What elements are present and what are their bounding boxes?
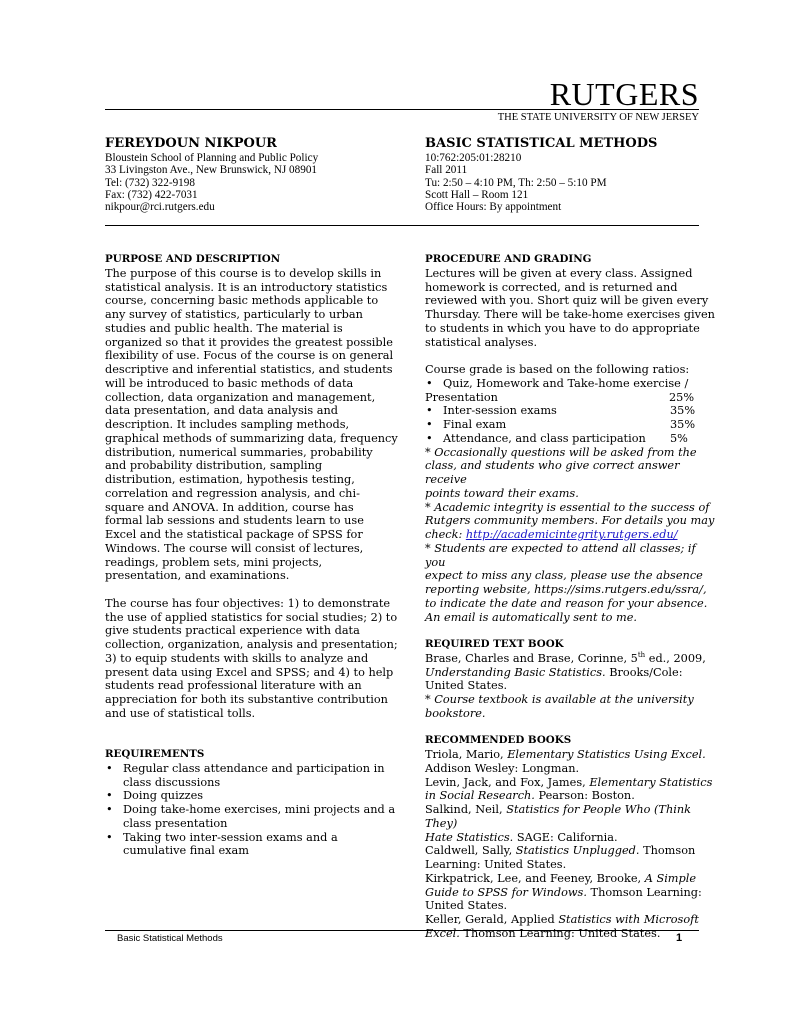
grade-item — [425, 404, 717, 418]
bullet-icon: • — [426, 376, 433, 390]
header-divider — [105, 109, 699, 110]
text-line: Triola, Mario, Elementary Statistics Using Excel. — [425, 748, 706, 761]
text-line: Brase, Charles and Brase, Corinne, 5th ed., 2009, — [425, 650, 706, 665]
bullet-icon: • — [426, 418, 433, 431]
text-line: appreciation for both its substantive contribution — [105, 693, 388, 706]
text-line: and use of statistical tolls. — [105, 706, 256, 720]
requirement-item: • Regular class attendance and participation in class discussions — [106, 761, 385, 789]
text-line: homework is corrected, and is returned and — [425, 280, 678, 294]
text-line: distribution, numerical summaries, probability — [105, 445, 373, 459]
text-line: collection, organization, analysis and presentation; — [105, 638, 398, 651]
university-name: RUTGERS — [549, 76, 699, 112]
requirement-item: • Doing take-home exercises, mini projects and a class presentation — [106, 803, 396, 830]
bullet-icon: • — [106, 789, 113, 803]
text-line: formal lab sessions and students learn to use — [105, 514, 364, 528]
grade-percent: 25% — [669, 390, 695, 404]
bullet-icon: • — [426, 404, 433, 418]
text-line: Rutgers community members. For details you may — [425, 514, 715, 528]
grade-label: Final exam — [443, 418, 507, 431]
university-subtitle: THE STATE UNIVERSITY OF NEW JERSEY — [497, 112, 699, 123]
instructor-school: Bloustein School of Planning and Public Policy — [105, 152, 319, 164]
grade-intro: Course grade is based on the following ratios: — [425, 363, 690, 376]
text-line: data presentation, and data analysis and — [105, 404, 339, 418]
text-line: Addison Wesley: Longman. — [425, 761, 580, 775]
text-line: any survey of statistics, particularly to urban — [105, 308, 363, 321]
text-line: statistical analyses. — [425, 335, 538, 349]
course-block — [425, 136, 705, 213]
grade-percent: 35% — [670, 418, 696, 431]
instructor-address: 33 Livingston Ave., New Brunswick, NJ 08901 — [105, 164, 318, 177]
grade-label: Quiz, Homework and Take-home exercise / — [443, 376, 689, 390]
text-line: The purpose of this course is to develop skills in — [105, 266, 382, 280]
bullet-icon: • — [106, 803, 113, 816]
recommended-list — [425, 748, 717, 941]
text-line: in Social Research. Pearson: Boston. — [425, 789, 635, 803]
text-line: square and ANOVA. In addition, course has — [105, 500, 354, 514]
text-line: Levin, Jack, and Fox, James, Elementary Statistics — [425, 775, 713, 789]
bullet-icon: • — [426, 431, 433, 445]
text-line: the use of applied statistics for social studies; 2) to — [105, 610, 398, 624]
footer-divider — [105, 930, 699, 931]
course-term: Fall 2011 — [425, 164, 468, 177]
text-line: Excel. Thomson Learning: United States. — [425, 926, 661, 940]
text-line: descriptive and inferential statistics, and students — [105, 363, 393, 376]
instructor-fax: Fax: (732) 422-7031 — [105, 188, 198, 201]
text-line: course, concerning basic methods applicable to — [105, 294, 379, 308]
procedure-paragraph — [425, 267, 717, 350]
purpose-heading: PURPOSE AND DESCRIPTION — [105, 253, 281, 265]
grade-percent: 35% — [670, 404, 696, 418]
instructor-block — [105, 136, 405, 213]
text-line: Learning: United States. — [425, 858, 567, 871]
grade-item — [425, 418, 717, 432]
grade-item — [425, 432, 717, 446]
text-line: United States. — [425, 679, 508, 693]
text-line: Windows. The course will consist of lectures, — [105, 541, 364, 555]
grade-percent: 5% — [670, 431, 688, 445]
text-line: graphical methods of summarizing data, frequency — [105, 431, 398, 445]
text-line: to students in which you have to do appropriate — [425, 321, 700, 335]
text-line: to indicate the date and reason for your absence. — [425, 596, 708, 610]
text-line: Kirkpatrick, Lee, and Feeney, Brooke, A Simple — [425, 871, 697, 885]
quiz-note — [425, 446, 717, 501]
recommended-heading: RECOMMENDED BOOKS — [425, 734, 572, 747]
instructor-name: FEREYDOUN NIKPOUR — [105, 136, 277, 151]
grade-item-continued — [425, 391, 717, 405]
course-office-hours: Office Hours: By appointment — [425, 201, 562, 214]
text-line: readings, problem sets, mini projects, — [105, 555, 323, 569]
text-line: reviewed with you. Short quiz will be given every — [425, 294, 709, 308]
text-line: statistical analysis. It is an introductory statistics — [105, 280, 388, 294]
page-number: 1 — [676, 932, 683, 944]
text-line: Understanding Basic Statistics. Brooks/Cole: — [425, 665, 683, 679]
text-line: give students practical experience with data — [105, 624, 360, 638]
text-line: and probability distribution, sampling — [105, 459, 323, 473]
grade-label: Attendance, and class participation — [443, 431, 646, 445]
grade-item — [425, 377, 717, 391]
text-line: organized so that it provides the greatest possible — [105, 335, 393, 349]
text-line: An email is automatically sent to me. — [425, 610, 637, 624]
text-line: flexibility of use. Focus of the course is on general — [105, 349, 394, 363]
text-line: * Students are expected to attend all classes; if you — [425, 541, 696, 569]
course-number: 10:762:205:01:28210 — [425, 152, 522, 164]
textbook-entry — [425, 652, 717, 693]
text-line: check: http://academicintegrity.rutgers.edu/ — [425, 528, 678, 541]
text-line: collection, data organization and management, — [105, 390, 376, 404]
footer-title: Basic Statistical Methods — [117, 933, 223, 944]
textbook-note — [425, 693, 717, 721]
text-line: class, and students who give correct answer receive — [425, 459, 680, 486]
text-line: The course has four objectives: 1) to demonstrate — [105, 596, 391, 610]
text-line: * Course textbook is available at the university — [425, 693, 694, 706]
objectives-paragraph — [105, 597, 400, 721]
text-line: presentation, and examinations. — [105, 569, 290, 583]
text-line: Keller, Gerald, Applied Statistics with Microsoft — [425, 913, 699, 926]
text-line: distribution, estimation, hypothesis testing, — [105, 473, 355, 486]
text-line: points toward their exams. — [425, 486, 579, 500]
course-name: BASIC STATISTICAL METHODS — [425, 136, 658, 151]
text-line: Excel and the statistical package of SPSS for — [105, 528, 363, 541]
procedure-heading: PROCEDURE AND GRADING — [425, 253, 592, 265]
purpose-paragraph — [105, 267, 400, 583]
textbook-heading: REQUIRED TEXT BOOK — [425, 638, 564, 650]
text-line: * Academic integrity is essential to the success of — [425, 500, 710, 514]
text-line: correlation and regression analysis, and chi- — [105, 486, 360, 500]
integrity-note — [425, 501, 717, 542]
text-line: students read professional literature with an — [105, 679, 362, 693]
text-line: description. It includes sampling methods, — [105, 418, 350, 431]
text-line: Caldwell, Sally, Statistics Unplugged. Thomson — [425, 844, 696, 858]
right-column — [425, 253, 717, 941]
instructor-tel: Tel: (732) 322-9198 — [105, 176, 195, 189]
requirement-item: • Doing quizzes — [106, 789, 204, 803]
grade-label: Presentation — [425, 390, 498, 404]
text-line: * Occasionally questions will be asked from the — [425, 445, 697, 459]
left-column — [105, 253, 400, 858]
text-line: bookstore. — [425, 706, 486, 720]
text-line: Thursday. There will be take-home exercises given — [425, 308, 715, 321]
requirements-heading: REQUIREMENTS — [105, 748, 205, 760]
bullet-icon: • — [106, 830, 113, 844]
text-line: expect to miss any class, please use the absence — [425, 569, 703, 583]
text-line: 3) to equip students with skills to analyze and — [105, 651, 369, 665]
section-divider — [105, 225, 699, 226]
text-line: Hate Statistics. SAGE: California. — [425, 830, 618, 844]
course-schedule: Tu: 2:50 – 4:10 PM, Th: 2:50 – 5:10 PM — [425, 176, 607, 189]
attendance-note — [425, 542, 717, 625]
text-line: reporting website, https://sims.rutgers.edu/ssra/, — [425, 583, 707, 596]
requirement-item: • Taking two inter-session exams and a cumulative final exam — [106, 830, 338, 858]
instructor-email: nikpour@rci.rutgers.edu — [105, 201, 215, 214]
text-line: Guide to SPSS for Windows. Thomson Learning: — [425, 885, 702, 899]
text-line: studies and public health. The material is — [105, 321, 343, 335]
text-line: Salkind, Neil, Statistics for People Who (Think They) — [425, 803, 691, 830]
bullet-icon: • — [106, 761, 113, 775]
text-line: United States. — [425, 899, 508, 913]
grade-label: Inter-session exams — [443, 404, 557, 418]
text-line: Lectures will be given at every class. Assigned — [425, 266, 693, 280]
academic-integrity-link[interactable]: http://academicintegrity.rutgers.edu/ — [465, 528, 678, 541]
text-line: will be introduced to basic methods of data — [105, 376, 354, 390]
text-line: present data using Excel and SPSS; and 4) to help — [105, 665, 394, 679]
course-room: Scott Hall – Room 121 — [425, 188, 529, 201]
